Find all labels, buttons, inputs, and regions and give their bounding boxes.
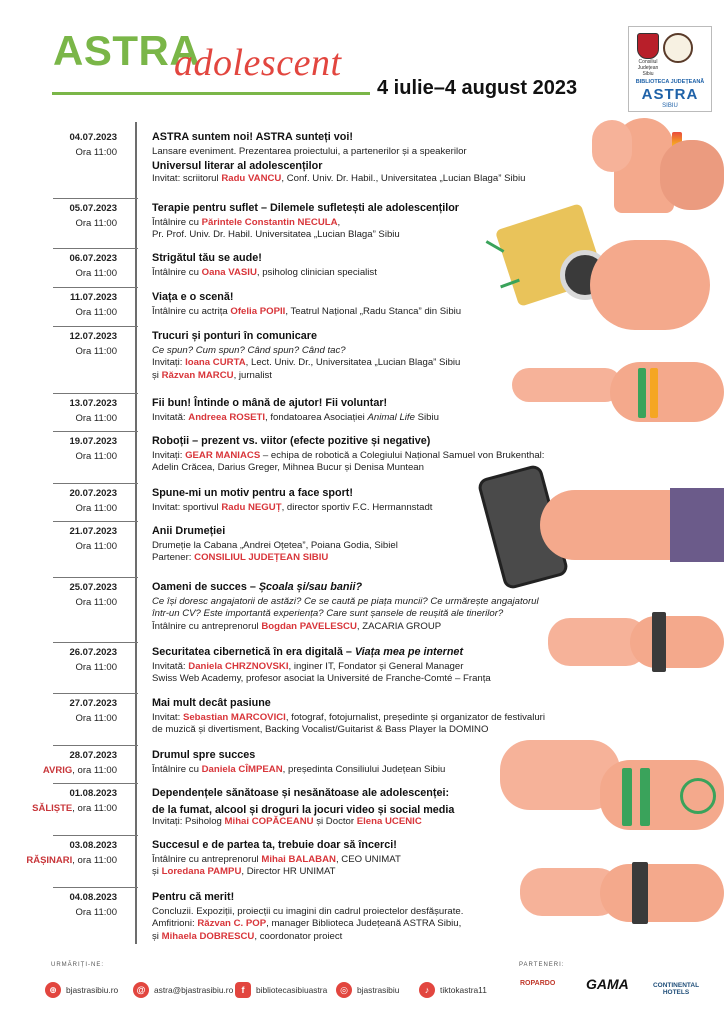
event-title: Succesul e de partea ta, trebuie doar să încerci! [152,839,397,851]
event-line [152,918,463,930]
event-title: Dependențele sănătoase și nesănătoase ale adolescenței: [152,787,450,799]
event-hour: Ora 11:00 [75,662,117,673]
event-text: Întâlnire cu [152,764,202,775]
library-title: BIBLIOTECA JUDEȚEANĂ [635,79,705,85]
event-description [152,802,454,829]
event-hour: Ora 11:00 [75,346,117,357]
speaker-name: Ofelia POPII [230,306,286,317]
event-divider [53,483,138,484]
event-title: ASTRA suntem noi! ASTRA sunteți voi! [152,131,353,143]
social-link-text: tiktokastra11 [440,985,487,995]
event-text: Swiss Web Academy, profesor asociat la Université de Franche-Comté – Franța [152,673,491,685]
event-title-italic: Viața mea pe internet [354,646,464,658]
event-text: , manager Biblioteca Județeană ASTRA Sibiu, [266,918,462,930]
event-text: , director sportiv F.C. Hermannstadt [281,502,433,513]
hand-holding-mic-icon [590,240,710,330]
event-text: într-un CV? Este importantă experiența? Care sunt șansele de reușită ale tinerilor? [152,608,504,620]
speaker-name: Radu VANCU [221,172,282,184]
event-divider [53,198,138,199]
event-time [75,307,117,318]
event-date: 03.08.2023 [69,840,117,851]
event-divider [53,326,138,327]
event-date: 20.07.2023 [69,488,117,499]
social-link[interactable] [336,979,399,1001]
event-text: , Conf. Univ. Dr. Habil., Universitatea „Lucian Blaga” Sibiu [281,172,526,184]
event-line [152,345,460,357]
event-text: Pr. Prof. Univ. Dr. Habil. Universitatea „Lucian Blaga” Sibiu [152,229,400,241]
brand-underline [52,92,370,95]
event-line [152,160,525,172]
event-line [152,608,539,620]
event-divider [53,835,138,836]
event-place: RĂȘINARI [26,855,73,866]
social-link[interactable] [419,979,487,1001]
event-text: , ZACARIA GROUP [356,620,442,632]
speaker-name: Loredana PAMPU [161,866,242,878]
event-time [75,713,117,724]
web-icon: ⊕ [45,982,61,998]
wristwatch-icon [652,612,666,672]
speaker-name: Răzvan C. POP [197,918,267,930]
event-title: Terapie pentru suflet – Dilemele sufletești ale adolescenților [152,202,460,214]
brand-adolescent-logo: adolescent [174,42,342,84]
event-text: și [152,369,162,381]
event-line [152,866,401,878]
event-description [152,712,545,737]
event-hour: , ora 11:00 [72,855,117,866]
event-description [152,345,460,382]
event-divider [53,783,138,784]
event-line [152,552,398,564]
event-hour: Ora 11:00 [75,268,117,279]
event-title [152,581,362,593]
event-date: 19.07.2023 [69,436,117,447]
speaker-name: CONSILIUL JUDEȚEAN SIBIU [194,552,329,564]
event-divider [53,693,138,694]
event-place: AVRIG [42,765,73,776]
speaker-name: Radu NEGUȚ [221,502,282,513]
event-line [152,306,461,318]
event-time [75,346,117,357]
event-text: Drumeție la Cabana „Andrei Oțetea”, Poiana Godia, Sibiel [152,540,398,551]
event-date: 11.07.2023 [69,292,117,303]
event-description [152,540,398,565]
speaker-name: GEAR MANIACS [185,450,261,461]
library-logo-box [628,26,712,112]
brand-astra-logo: ASTRA [53,27,201,74]
event-time [75,147,117,158]
wristband-icon [638,368,646,418]
event-text: Întâlnire cu antreprenorul [152,854,262,865]
event-description [152,596,539,633]
event-divider [53,577,138,578]
event-text: Întâlnire cu antreprenorul [152,620,262,632]
event-date: 27.07.2023 [69,698,117,709]
event-divider [53,521,138,522]
event-text: Invitat: sportivul [152,502,222,513]
event-line [152,173,525,185]
event-text: și [152,930,162,942]
wristband-icon [622,768,632,826]
event-title: Drumul spre succes [152,749,256,761]
event-description [152,217,400,242]
event-text: Invitați: [152,357,186,369]
partner-logo: GAMA [586,976,629,992]
social-link-text: bjastrasibiu [357,985,400,995]
event-title-main: Securitatea cibernetică în era digitală – [152,646,355,658]
event-date: 04.08.2023 [69,892,117,903]
event-date: 06.07.2023 [69,253,117,264]
event-text: Animal Life [367,412,415,423]
event-text: , fondatoarea Asociației [265,412,368,423]
speaker-name: Mihaela DOBRESCU [161,930,255,942]
event-date: 05.07.2023 [69,203,117,214]
event-text: Invitată: [152,661,189,672]
event-line [152,673,491,685]
event-description [152,906,463,943]
event-text: , Teatrul Național „Radu Stanca” din Sibiu [285,306,462,317]
event-title: Roboții – prezent vs. viitor (efecte pozitive și negative) [152,435,431,447]
event-line [152,450,544,462]
forearm-shape [630,616,724,668]
event-line [152,816,454,828]
event-line [152,931,463,943]
event-time [26,855,117,866]
event-text: și Doctor [313,816,357,828]
event-description [152,854,401,879]
event-text: Amfitrioni: [152,918,198,930]
event-text: , [337,217,341,228]
event-text: Ce își doresc angajatorii de astăzi? Ce se caută pe piața muncii? Ce urmărește angajatorul [152,596,539,607]
event-description [152,502,432,514]
event-line [152,412,439,424]
event-line [152,540,398,552]
event-time [75,451,117,462]
event-hour: Ora 11:00 [75,413,117,424]
event-text: , fotograf, fotojurnalist, președinte și organizator de festivaluri [285,712,545,723]
event-date: 13.07.2023 [69,398,117,409]
event-title: Trucuri și ponturi în comunicare [152,330,317,342]
crest-label: Consiliul Județean Sibiu [637,59,659,77]
wristband-icon [632,862,648,924]
event-divider [53,287,138,288]
speaker-name: Andreea ROSETI [188,412,266,423]
event-title: Strigătul tău se aude! [152,252,262,264]
event-line [152,661,491,673]
event-time [75,907,117,918]
event-time [75,503,117,514]
hand-palm-shape [592,120,632,172]
event-line [152,357,460,369]
event-date: 12.07.2023 [69,331,117,342]
speaker-name: Ioana CURTA [185,357,246,369]
partners-label: PARTENERI: [519,962,565,968]
event-text: Lansare eveniment. Prezentarea proiectului, a partenerilor și a speakerilor [152,146,467,157]
event-title: Pentru că merit! [152,891,235,903]
event-text: de la fumat, alcool și droguri la jocuri video și social media [152,804,455,816]
event-line [152,854,401,866]
event-title: Fii bun! Întinde o mână de ajutor! Fii voluntar! [152,397,388,409]
event-text: Invitată: [152,412,189,423]
email-icon: @ [133,982,149,998]
speaker-name: Oana VASIU [201,267,257,278]
social-link[interactable] [133,979,233,1001]
event-divider [53,248,138,249]
social-link-text: bjastrasibiu.ro [66,985,119,995]
speaker-name: Daniela CHRZNOVSKI [188,661,289,672]
event-description [152,661,491,686]
event-date: 26.07.2023 [69,647,117,658]
event-time [75,413,117,424]
event-hour: , ora 11:00 [72,765,117,776]
county-crest-icon [637,33,659,59]
event-line [152,804,454,816]
social-link[interactable] [45,979,118,1001]
forearm-shape [610,362,724,422]
event-text: , coordonator proiect [254,930,343,942]
event-text: Întâlnire cu [152,217,202,228]
event-title [152,646,463,658]
instagram-icon: ◎ [336,982,352,998]
event-text: de muzică și divertisment, Backing Vocalist/Guitarist & Bass Player la DOMINO [152,724,489,736]
event-time [75,218,117,229]
event-title: Mai mult decât pasiune [152,697,271,709]
event-text: Invitați: Psiholog [152,816,225,828]
event-line [152,764,445,776]
event-date: 01.08.2023 [69,788,117,799]
event-title: Spune-mi un motiv pentru a face sport! [152,487,353,499]
event-text: Întâlnire cu [152,267,202,278]
event-divider [53,745,138,746]
event-title-italic: Școala și/sau banii? [258,581,363,593]
speaker-name: Elena UCENIC [356,816,422,828]
event-text: Concluzii. Expoziții, proiecții cu imagini din cadrul proiectelor desfășurate. [152,906,464,917]
event-line [152,267,377,279]
event-hour: Ora 11:00 [75,218,117,229]
event-line [152,462,544,474]
social-link-text: bibliotecasibiuastra [256,985,328,995]
event-text: Adelin Crăcea, Darius Greger, Mihnea Bucur și Denisa Muntean [152,462,424,474]
event-title: Viața e o scenă! [152,291,234,303]
forearm-shape [660,140,724,210]
event-text: Partener: [152,552,195,564]
event-text: Invitați: [152,450,186,461]
speaker-name: Sebastian MARCOVICI [182,712,286,723]
event-title-main: Oameni de succes – [152,581,259,593]
event-text: Ce spun? Cum spun? Când spun? Când tac? [152,345,346,356]
event-text: Invitat: scriitorul [152,172,222,184]
wristband-icon [650,368,658,418]
peace-sign-icon [680,778,716,814]
event-hour: Ora 11:00 [75,307,117,318]
partner-logo: CONTINENTAL HOTELS [652,982,700,996]
event-description [152,764,445,776]
event-time [75,268,117,279]
event-line [152,621,539,633]
event-line [152,712,545,724]
event-line [152,502,432,514]
event-text: , președinta Consiliului Județean Sibiu [282,764,446,775]
event-text: , psiholog clinician specialist [256,267,377,278]
event-line [152,146,525,158]
event-time [32,803,117,814]
event-description [152,450,544,475]
event-line [152,724,545,736]
event-line [152,596,539,608]
event-divider [53,431,138,432]
event-line [152,906,463,918]
event-text: , jurnalist [233,369,272,381]
event-text: , Lect. Univ. Dr., Universitatea „Lucian Blaga” Sibiu [245,357,461,369]
library-seal-icon [663,33,693,63]
speaker-name: Bogdan PAVELESCU [261,620,357,632]
event-divider [53,887,138,888]
event-hour: Ora 11:00 [75,147,117,158]
follow-label: URMĂRIȚI-NE: [51,962,104,968]
event-hour: Ora 11:00 [75,713,117,724]
partner-logo: ROPARDO [520,980,556,987]
forearm-shape [600,864,724,922]
event-text: Invitat: [152,712,183,723]
event-description [152,412,439,424]
event-hour: Ora 11:00 [75,597,117,608]
event-time [75,662,117,673]
event-date: 04.07.2023 [69,132,117,143]
event-text: , inginer IT, Fondator și General Manager [288,661,464,672]
event-date: 28.07.2023 [69,750,117,761]
library-city: SIBIU [662,103,678,109]
event-time [75,597,117,608]
event-time [43,765,117,776]
tiktok-icon: ♪ [419,982,435,998]
speaker-name: Mihai COPĂCEANU [224,816,314,828]
event-text: Întâlnire cu actrița [152,306,231,317]
speaker-name: Daniela CÎMPEAN [201,764,283,775]
event-description [152,146,525,185]
event-text: și [152,866,162,878]
event-line [152,229,400,241]
timeline-line [135,122,137,944]
event-text: , CEO UNIMAT [335,854,401,865]
event-hour: Ora 11:00 [75,541,117,552]
event-description [152,306,461,318]
library-name: ASTRA [641,86,699,103]
event-divider [53,393,138,394]
speaker-name: Mihai BALABAN [261,854,336,865]
event-hour: Ora 11:00 [75,451,117,462]
event-dates: 4 iulie–4 august 2023 [377,77,578,99]
event-hour: Ora 11:00 [75,907,117,918]
event-line [152,370,460,382]
event-text: Universul literar al adolescenților [152,160,323,173]
event-title: Anii Drumeției [152,525,226,537]
event-text: , Director HR UNIMAT [241,866,336,878]
event-hour: , ora 11:00 [72,803,117,814]
event-time [75,541,117,552]
event-text: Sibiu [414,412,439,423]
speaker-name: Răzvan MARCU [161,369,234,381]
event-line [152,217,400,229]
event-date: 21.07.2023 [69,526,117,537]
event-divider [53,642,138,643]
event-description [152,267,377,279]
sleeve-shape [670,488,724,562]
event-text: – echipa de robotică a Colegiului Național Samuel von Brukenthal: [260,450,545,461]
social-link-text: astra@bjastrasibiu.ro [154,985,234,995]
speaker-name: Părintele Constantin NECULA [201,217,338,228]
wristband-icon [640,768,650,826]
facebook-icon: f [235,982,251,998]
event-place: SĂLIȘTE [32,803,73,814]
hand-pointing-icon [512,368,622,402]
event-hour: Ora 11:00 [75,503,117,514]
social-link[interactable] [235,979,327,1001]
event-date: 25.07.2023 [69,582,117,593]
